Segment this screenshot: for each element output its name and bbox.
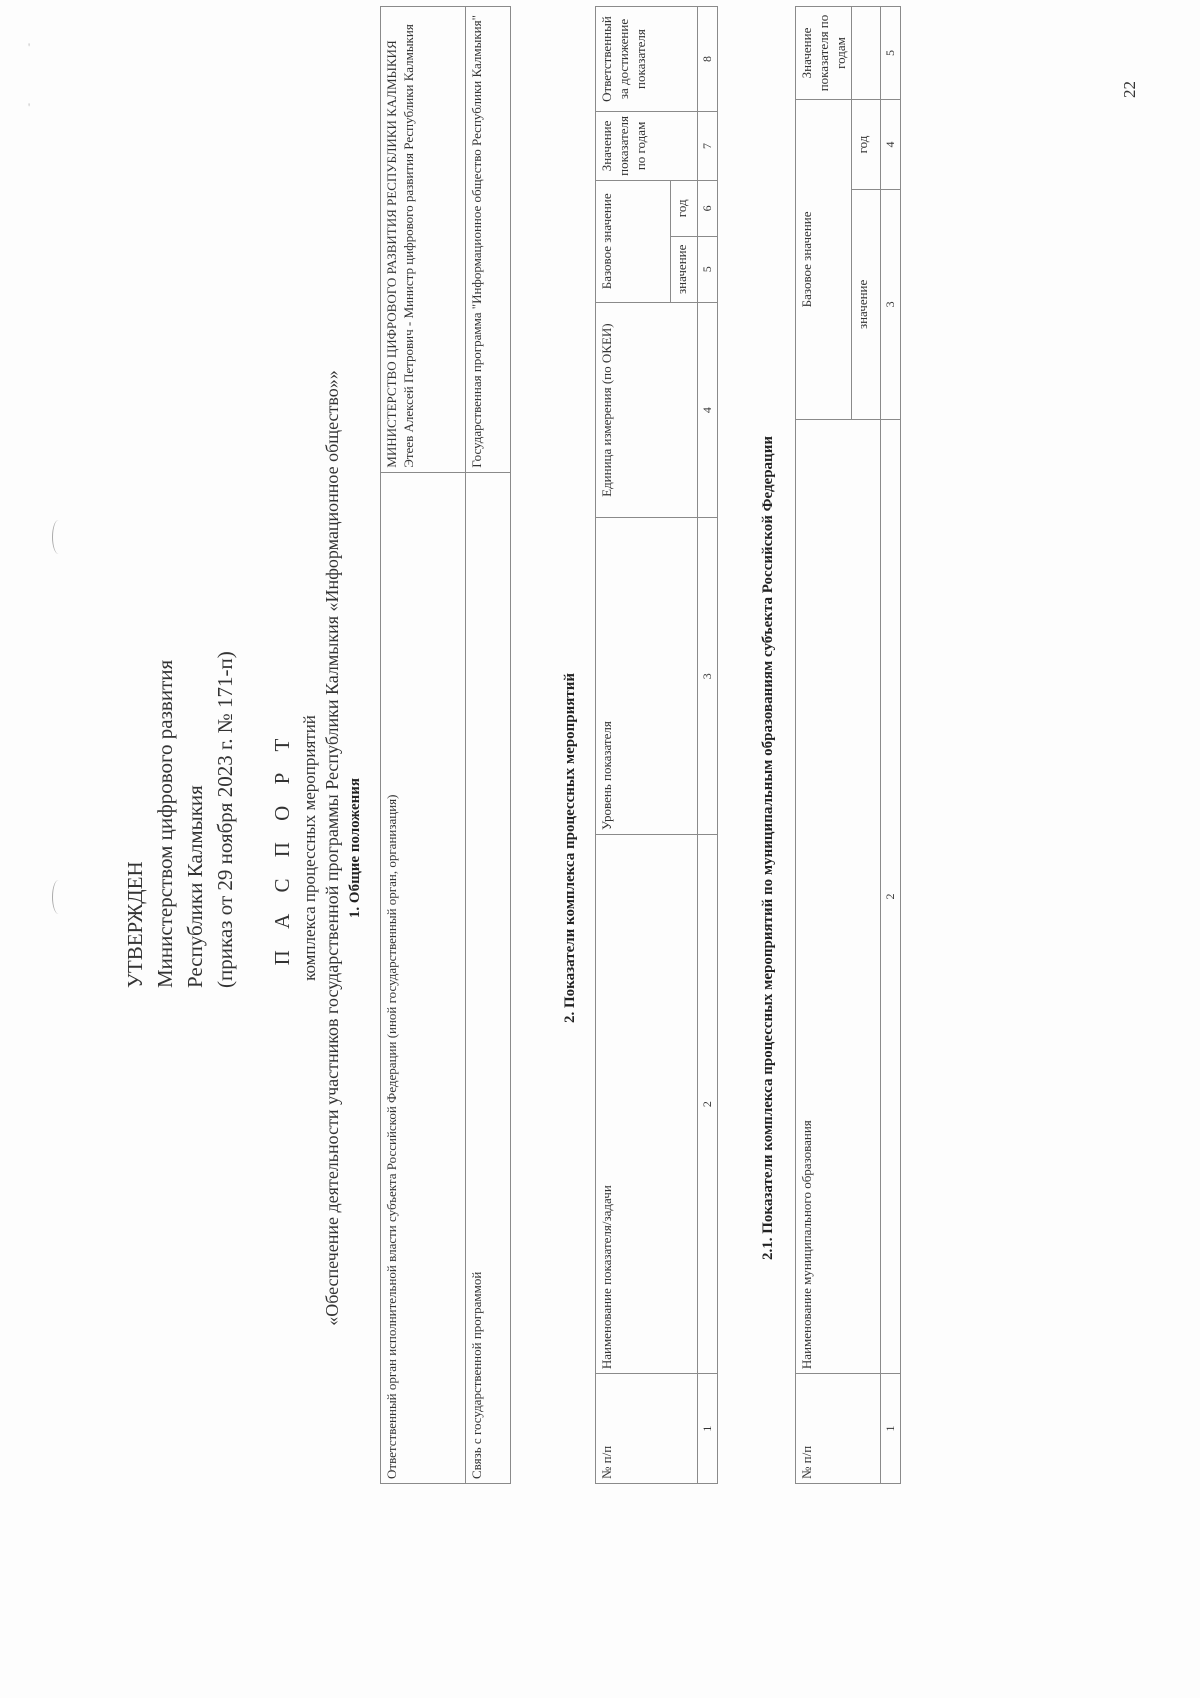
header-base: Базовое значение — [796, 100, 852, 420]
approval-order: (приказ от 29 ноября 2023 г. № 171-п) — [213, 651, 237, 988]
column-number: 1 — [881, 1374, 901, 1484]
header-base-value: значение — [671, 236, 698, 302]
responsible-person: Этеев Алексей Петрович - Министр цифрового развития Республики Калмыкия — [401, 24, 416, 468]
approval-region: Республики Калмыкия — [183, 785, 207, 988]
margin-mark: ' — [28, 40, 31, 54]
column-number: 2 — [881, 419, 901, 1373]
header-base: Базовое значение — [596, 180, 671, 302]
table-cell: Ответственный орган исполнительной власти субъекта Российской Федерации (иной государственный орган, организация) — [381, 472, 466, 1483]
header-years-value: Значение показателя по годам — [596, 112, 698, 181]
column-number: 7 — [698, 112, 718, 181]
table-row — [466, 7, 511, 1484]
header-base-year: год — [671, 180, 698, 236]
column-number: 4 — [698, 302, 718, 518]
indicators-table — [595, 6, 718, 1484]
table-cell — [381, 7, 466, 473]
column-number: 3 — [881, 189, 901, 419]
header-base-year: год — [852, 100, 881, 190]
header-years-value: Значение показателя по годам — [796, 7, 852, 100]
header-unit: Единица измерения (по ОКЕИ) — [596, 302, 698, 518]
header-level: Уровень показателя — [596, 518, 698, 835]
column-number: 8 — [698, 7, 718, 112]
general-provisions-table — [380, 6, 511, 1484]
column-number: 6 — [698, 180, 718, 236]
section1-heading: 1. Общие положения — [347, 777, 363, 919]
header-base-value: значение — [852, 189, 881, 419]
header-num: № п/п — [796, 1374, 881, 1484]
page-number: 22 — [1120, 81, 1139, 98]
municipal-indicators-table — [795, 6, 901, 1484]
column-number: 1 — [698, 1374, 718, 1484]
passport-subtitle: комплекса процессных мероприятий — [300, 715, 319, 981]
approval-block — [120, 651, 240, 988]
approval-ministry: Министерством цифрового развития — [153, 659, 177, 988]
column-number: 2 — [698, 835, 718, 1374]
table-header-row — [796, 7, 852, 1484]
header-num: № п/п — [596, 1374, 698, 1484]
responsible-ministry: МИНИСТЕРСТВО ЦИФРОВОГО РАЗВИТИЯ РЕСПУБЛИКИ КАЛМЫКИЯ — [384, 40, 399, 468]
passport-title: П А С П О Р Т — [270, 730, 294, 966]
section21-heading: 2.1. Показатели комплекса процессных мероприятий по муниципальным образованиям субъекта Российской Федерации — [760, 436, 776, 1260]
column-number: 4 — [881, 100, 901, 190]
column-number: 3 — [698, 518, 718, 835]
column-number: 5 — [881, 7, 901, 100]
table-cell: Связь с государственной программой — [466, 472, 511, 1483]
table-header-row — [596, 7, 671, 1484]
table-row — [381, 7, 466, 1484]
table-number-row — [881, 7, 901, 1484]
section2-heading: 2. Показатели комплекса процессных мероприятий — [562, 673, 578, 1024]
header-years-empty — [852, 7, 881, 100]
header-responsible: Ответственный за достижение показателя — [596, 7, 698, 112]
margin-mark: ' — [28, 100, 31, 114]
header-name: Наименование показателя/задачи — [596, 835, 698, 1374]
table-cell: Государственная программа "Информационное общество Республики Калмыкия" — [466, 7, 511, 473]
table-number-row — [698, 7, 718, 1484]
passport-program-name: «Обеспечение деятельности участников государственной программы Республики Калмыкия «Информационное общество»» — [322, 370, 342, 1326]
approval-title: УТВЕРЖДЕН — [123, 861, 147, 988]
column-number: 5 — [698, 236, 718, 302]
header-municipality: Наименование муниципального образования — [796, 419, 881, 1373]
